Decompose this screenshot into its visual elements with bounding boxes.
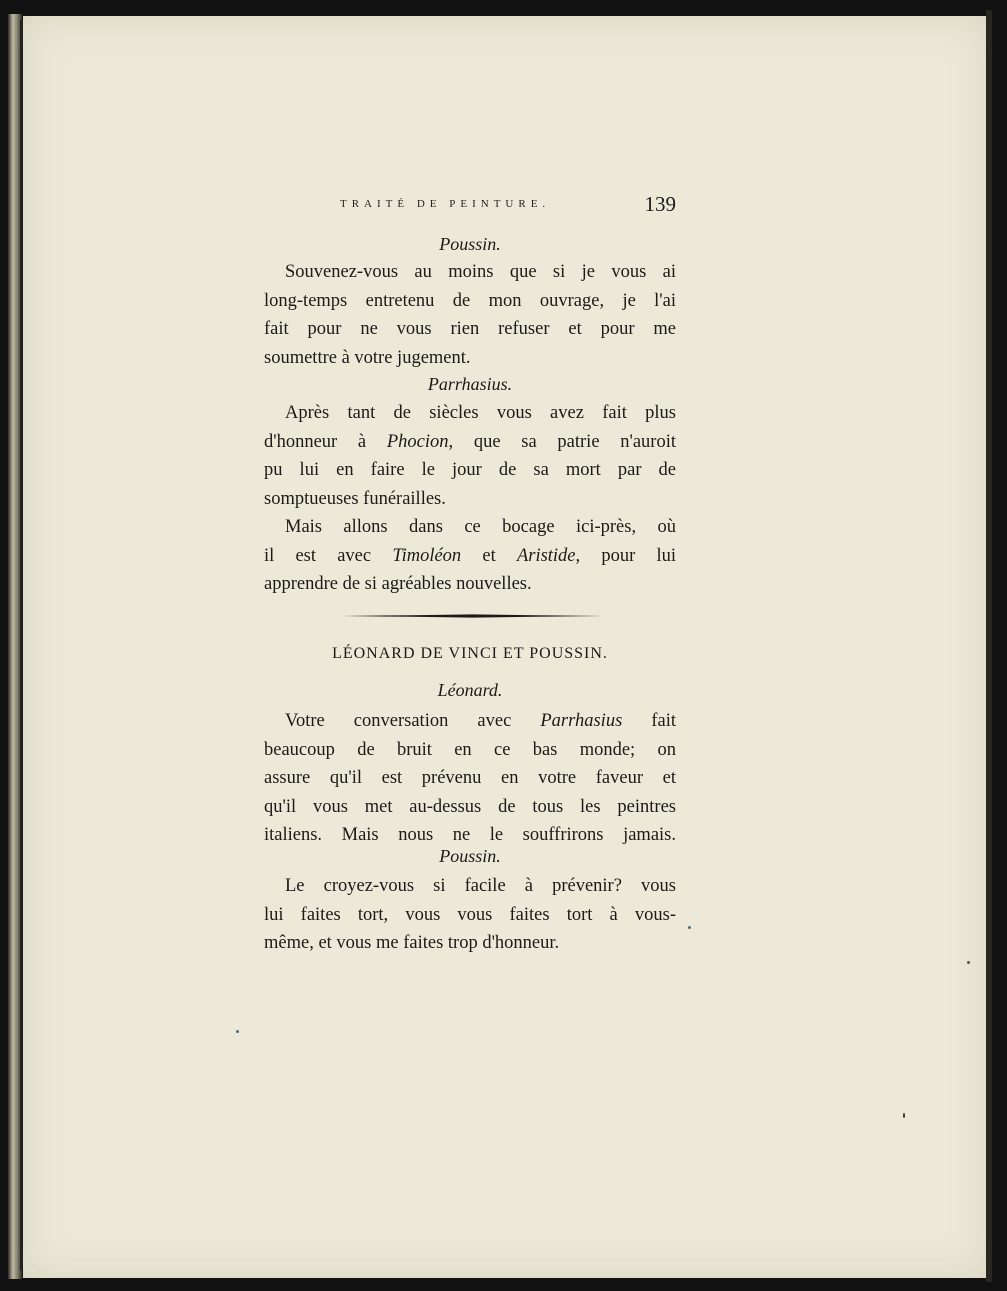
text-fragment: Votre conversation avec	[285, 711, 541, 731]
paper-speck	[903, 1113, 905, 1118]
text-line: apprendre de si agréables nouvelles.	[264, 574, 532, 594]
text-fragment: d'honneur à	[264, 431, 387, 452]
text-line: lui faites tort, vous vous faites tort à vous-	[264, 904, 676, 925]
paragraph-leonard	[264, 707, 676, 850]
speaker-poussin-2: Poussin.	[439, 846, 501, 866]
name-parrhasius: Parrhasius	[540, 711, 623, 731]
running-head	[340, 192, 676, 218]
paper-speck	[236, 1030, 239, 1033]
text-line: qu'il vous met au-dessus de tous les peintres	[264, 796, 676, 817]
text-fragment: il est avec	[264, 545, 393, 566]
text-line: soumettre à votre jugement.	[264, 347, 471, 368]
text-line	[264, 707, 676, 736]
name-timoleon: Timoléon	[392, 545, 462, 566]
name-aristide: Aristide	[516, 545, 576, 566]
text-fragment: , que sa patrie n'auroit	[448, 431, 676, 452]
text-line	[264, 542, 676, 571]
speaker-parrhasius: Parrhasius.	[427, 374, 513, 394]
text-fragment: et	[461, 545, 517, 566]
text-line: long-temps entretenu de mon ouvrage, je l'ai	[264, 290, 676, 311]
text-line: Mais allons dans ce bocage ici-près, où	[285, 517, 676, 537]
paragraph-poussin-reply	[264, 258, 676, 372]
paragraph-parrhasius-1	[264, 399, 676, 513]
text-line: Après tant de siècles vous avez fait plus	[285, 403, 676, 423]
text-line: pu lui en faire le jour de sa mort par de	[264, 460, 676, 480]
text-fragment: fait	[622, 711, 676, 731]
paragraph-parrhasius-2	[264, 513, 676, 599]
text-line	[264, 428, 676, 457]
text-line: fait pour ne vous rien refuser et pour me	[264, 319, 676, 339]
text-line: somptueuses funérailles.	[264, 488, 446, 509]
text-line: Souvenez-vous au moins que si je vous ai	[285, 262, 676, 282]
text-line: Le croyez-vous si facile à prévenir? vous	[285, 876, 676, 896]
name-phocion: Phocion	[386, 431, 449, 452]
text-fragment: , pour lui	[575, 545, 676, 566]
running-title: TRAITÉ DE PEINTURE.	[340, 198, 551, 210]
section-heading: LÉONARD DE VINCI ET POUSSIN.	[332, 645, 608, 662]
text-line: beaucoup de bruit en ce bas monde; on	[264, 739, 676, 760]
speaker-leonard: Léonard.	[437, 680, 503, 700]
section-divider-rule	[341, 614, 605, 618]
text-line: même, et vous me faites trop d'honneur.	[264, 933, 560, 953]
page-number: 139	[644, 192, 676, 216]
speaker-poussin-1: Poussin.	[439, 234, 501, 254]
paper-speck	[688, 926, 691, 929]
paper-speck	[967, 961, 970, 964]
page-right-edge	[986, 10, 992, 1282]
text-line: italiens. Mais nous ne le souffrirons jamais.	[264, 825, 676, 845]
paragraph-poussin-answer	[264, 872, 676, 958]
text-line: assure qu'il est prévenu en votre faveur et	[264, 768, 676, 788]
